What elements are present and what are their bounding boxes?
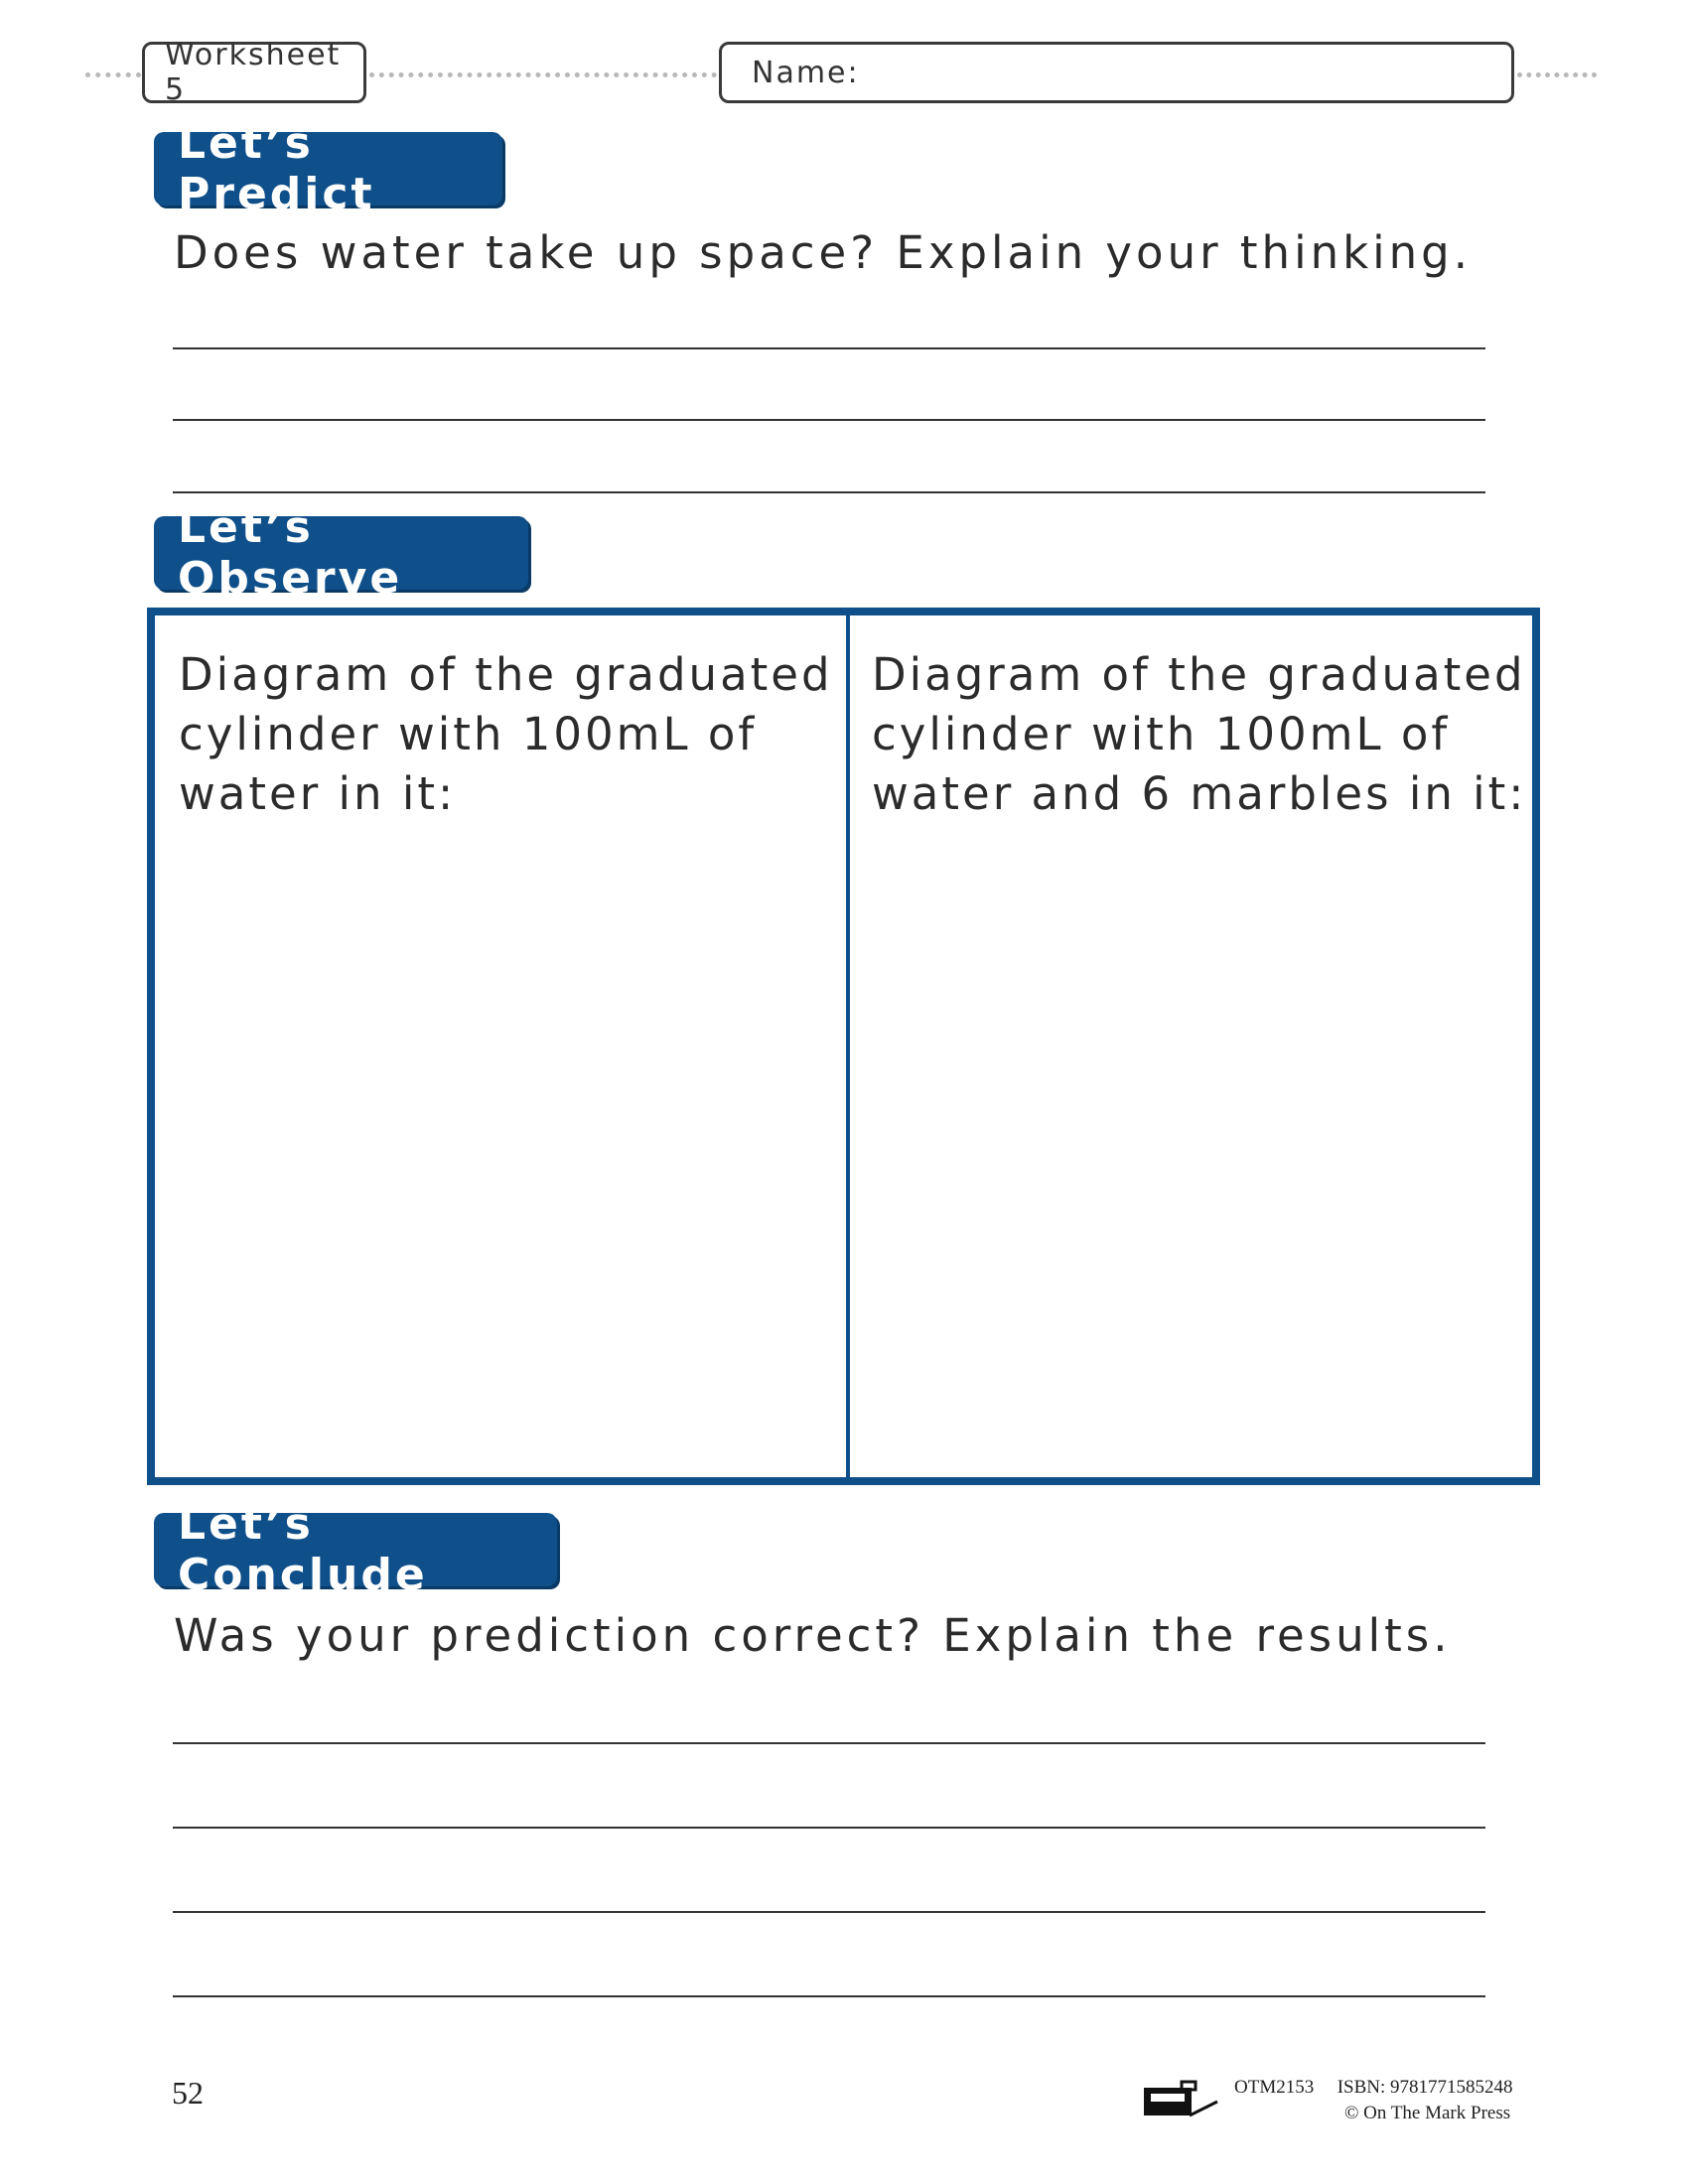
conclude-answer-line[interactable] — [173, 1827, 1485, 1829]
header-dots-right — [1517, 72, 1597, 77]
conclude-heading: Let’s Conclude — [178, 1499, 428, 1600]
cell-left-line: cylinder with 100mL of — [179, 708, 758, 760]
name-label: Name: — [752, 55, 860, 90]
name-field[interactable] — [719, 42, 1514, 103]
observation-divider — [846, 615, 850, 1477]
cell-left-line: Diagram of the graduated — [179, 648, 833, 701]
worksheet-label: Worksheet 5 — [165, 38, 342, 107]
publisher-logo-icon — [1142, 2078, 1221, 2122]
conclude-answer-line[interactable] — [173, 1995, 1485, 1997]
copyright: © On The Mark Press — [1344, 2103, 1511, 2123]
cell-right-line: cylinder with 100mL of — [872, 708, 1451, 760]
product-code: OTM2153 — [1234, 2077, 1315, 2098]
worksheet-label-box — [142, 38, 366, 107]
predict-answer-line[interactable] — [173, 347, 1485, 349]
predict-answer-line[interactable] — [173, 491, 1485, 493]
observation-cell-right[interactable] — [872, 645, 1527, 824]
header-dots-middle — [369, 72, 717, 77]
predict-answer-line[interactable] — [173, 419, 1485, 421]
cell-left-line: water in it: — [179, 767, 457, 820]
predict-heading-tab — [154, 118, 502, 219]
predict-heading: Let’s Predict — [178, 118, 375, 219]
conclude-question: Was your prediction correct? Explain the results. — [174, 1609, 1452, 1662]
conclude-heading-tab — [154, 1499, 557, 1600]
observation-table — [147, 608, 1540, 1485]
observe-heading: Let’s Observe — [178, 502, 403, 604]
isbn: ISBN: 9781771585248 — [1336, 2077, 1513, 2098]
conclude-answer-line[interactable] — [173, 1911, 1485, 1913]
page-number: 52 — [172, 2075, 204, 2111]
footer-code-isbn — [1234, 2077, 1513, 2099]
conclude-answer-line[interactable] — [173, 1742, 1485, 1744]
predict-question: Does water take up space? Explain your thinking. — [174, 226, 1473, 279]
cell-right-line: water and 6 marbles in it: — [872, 767, 1527, 820]
cell-right-line: Diagram of the graduated — [872, 648, 1526, 701]
header-dots-left — [85, 72, 141, 77]
observe-heading-tab — [154, 502, 528, 604]
observation-cell-left[interactable] — [179, 645, 834, 824]
